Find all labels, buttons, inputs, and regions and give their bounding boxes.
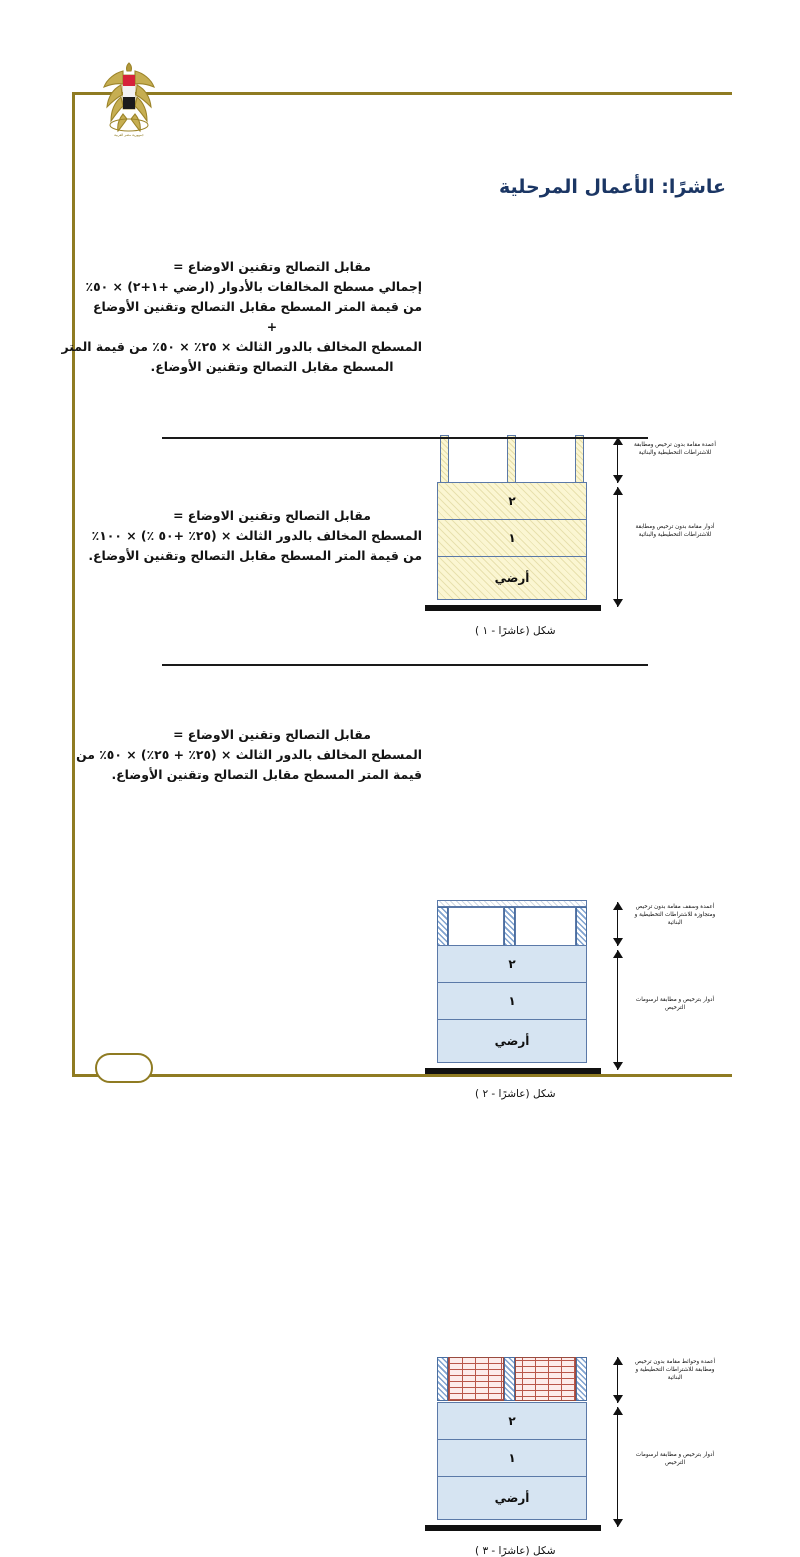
floor-level: ٢ — [437, 1402, 587, 1440]
formula-line: المسطح المخالف بالدور الثالث × (٢٥٪ + ٢٥٪) × ٥٠٪ من — [76, 747, 422, 763]
figure-caption-3: شكل (عاشرًا - ٣ ) — [475, 1545, 556, 1557]
building-elevation-3 — [437, 1355, 587, 1520]
section-divider-2 — [162, 664, 648, 666]
ground-line — [425, 1525, 601, 1531]
annotation-bottom-2: أدوار بترخيص و مطابقة لرسومات الترخيص — [635, 997, 715, 1012]
floor-level: ٢ — [437, 945, 587, 983]
open-bay — [515, 907, 576, 946]
annotation-bottom-3: أدوار بترخيص و مطابقة لرسومات الترخيص — [635, 1452, 715, 1467]
formula-line: مقابل التصالح وتقنين الاوضاع = — [173, 259, 371, 274]
floor-level: أرضي — [437, 1476, 587, 1520]
unlicensed-columns-and-walls-group — [437, 1355, 587, 1403]
dimension-arrow-upper — [617, 902, 618, 946]
formula-block-1 — [61, 257, 422, 378]
annotation-top-1: أعمدة مقامة بدون ترخيص ومطابقة للاشتراطات التخطيطية والبنائية — [634, 442, 716, 457]
arrow-head-down-icon — [613, 1062, 623, 1070]
formula-line: قيمة المتر المسطح مقابل التصالح وتقنين الأوضاع. — [111, 767, 422, 783]
arrow-head-down-icon — [613, 938, 623, 946]
roof-slab — [437, 900, 587, 907]
page-title: عاشرًا: الأعمال المرحلية — [498, 176, 726, 198]
emblem-caption: جمهورية مصر العربية — [114, 133, 144, 137]
dimension-arrow-lower — [617, 950, 618, 1070]
floor-level: ١ — [437, 1439, 587, 1477]
hatched-column — [437, 1357, 448, 1401]
floor-level: ٢ — [437, 482, 587, 520]
formula-line: من قيمة المتر المسطح مقابل التصالح وتقنين الأوضاع. — [88, 548, 422, 564]
ground-line — [425, 1068, 601, 1074]
formula-block-2 — [88, 506, 422, 566]
hatched-column — [504, 1357, 515, 1401]
arrow-head-up-icon — [613, 1357, 623, 1365]
formula-line: + — [266, 319, 278, 335]
annotation-top-3: أعمدة وحوائط مقامة بدون ترخيص ومطابقة للاشتراطات التخطيطية و البنائية — [634, 1359, 716, 1382]
annotation-bottom-1: أدوار مقامة بدون ترخيص ومطابقة للاشتراطات التخطيطية والبنائية — [635, 524, 715, 539]
building-elevation-2 — [437, 900, 587, 1063]
hatched-column — [437, 907, 448, 946]
annotation-top-2: أعمدة وسقف مقامة بدون ترخيص ومتجاوزة للاشتراطات التخطيطية و البنائية — [634, 904, 716, 927]
formula-line: إجمالي مسطح المخالفات بالأدوار (ارضي +١+٢) × ٥٠٪ — [85, 279, 422, 295]
formula-block-3 — [76, 725, 422, 785]
brick-infill-wall — [515, 1357, 576, 1401]
formula-line: مقابل التصالح وتقنين الاوضاع = — [173, 727, 371, 742]
floor-level: ١ — [437, 982, 587, 1020]
arrow-head-down-icon — [613, 1395, 623, 1403]
floor-level: أرضي — [437, 556, 587, 600]
arrow-head-up-icon — [613, 1407, 623, 1415]
figure-caption-1: شكل (عاشرًا - ١ ) — [475, 625, 556, 637]
dimension-arrow-lower — [617, 1407, 618, 1527]
hatched-column — [576, 1357, 587, 1401]
formula-line: من قيمة المتر المسطح مقابل التصالح وتقنين الأوضاع — [93, 299, 422, 315]
floor-level: أرضي — [437, 1019, 587, 1063]
formula-line: المسطح المخالف بالدور الثالث × ٢٥٪ × ٥٠٪ من قيمة المتر — [61, 339, 422, 355]
brick-infill-wall — [448, 1357, 504, 1401]
hatched-column — [504, 907, 515, 946]
open-bay — [448, 907, 504, 946]
formula-line: المسطح المخالف بالدور الثالث × (٢٥٪ +٥٠ ٪) × ١٠٠٪ — [91, 528, 422, 544]
section-divider-1 — [162, 437, 648, 439]
building-diagram-2 — [437, 900, 716, 1100]
arrow-head-up-icon — [613, 950, 623, 958]
figure-caption-2: شكل (عاشرًا - ٢ ) — [475, 1088, 556, 1100]
floor-level: ١ — [437, 519, 587, 557]
building-diagram-3 — [437, 1355, 716, 1557]
formula-line: المسطح مقابل التصالح وتقنين الأوضاع. — [150, 359, 394, 375]
formula-line: مقابل التصالح وتقنين الاوضاع = — [173, 508, 371, 523]
arrow-head-down-icon — [613, 1519, 623, 1527]
page-number-placeholder — [95, 1053, 153, 1083]
dimension-arrow-upper — [617, 1357, 618, 1403]
unlicensed-columns-and-slab-group — [437, 900, 587, 946]
hatched-column — [576, 907, 587, 946]
arrow-head-up-icon — [613, 902, 623, 910]
